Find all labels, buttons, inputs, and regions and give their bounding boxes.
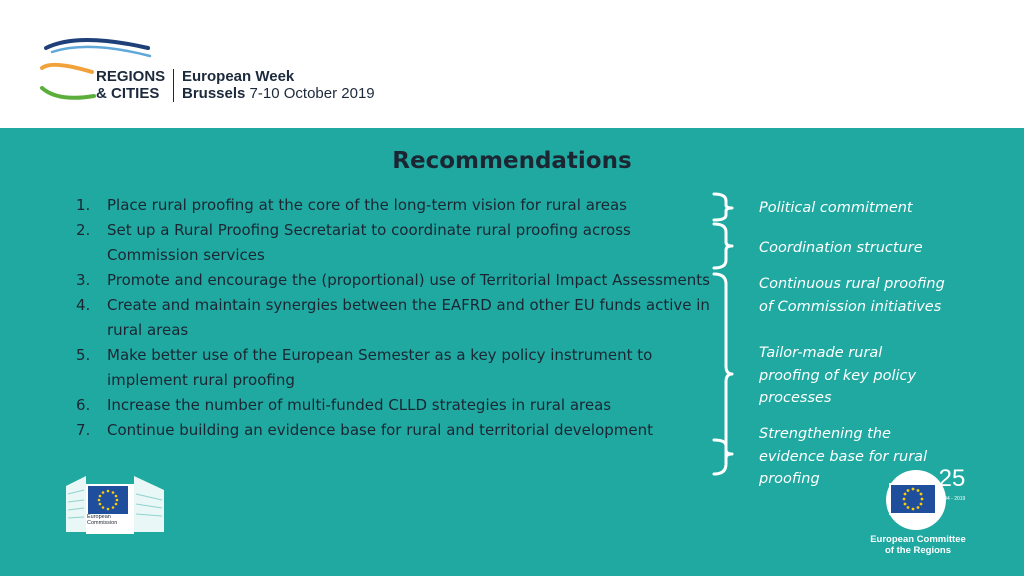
event-dates: 7-10 October 2019 <box>249 85 375 102</box>
logo-divider <box>173 69 174 102</box>
brand-line-1: REGIONS <box>96 68 166 85</box>
anniversary-number: 25 <box>938 465 966 492</box>
brace-4 <box>714 440 732 458</box>
list-item: 5. Make better use of the European Semester as a key policy instrument to implement rural proofing <box>76 346 653 389</box>
event-city: Brussels <box>182 85 246 102</box>
category-evidence: Strengthening the evidence base for rural proofing <box>759 426 928 487</box>
brace-1 <box>714 194 732 220</box>
brace-3 <box>714 274 732 474</box>
grouping-braces <box>704 188 754 488</box>
anniversary-years: 1994 - 2019 <box>938 496 966 502</box>
list-item: 1. Place rural proofing at the core of the long-term vision for rural areas <box>76 196 627 214</box>
list-item: 3. Promote and encourage the (proportional) use of Territorial Impact Assessments <box>76 271 710 289</box>
regions-cities-logo <box>38 34 378 108</box>
ec-label: European Commission <box>87 514 118 526</box>
slide-title: Recommendations <box>392 148 632 174</box>
brand-line-2: & CITIES <box>96 85 160 102</box>
brace-2 <box>714 224 732 268</box>
european-commission-logo <box>64 468 168 540</box>
event-info <box>182 68 375 102</box>
category-continuous: Continuous rural proofing of Commission initiatives <box>759 276 945 315</box>
category-coordination: Coordination structure <box>759 240 923 256</box>
brand-name <box>96 68 168 102</box>
cor-label: European Committee of the Regions <box>870 534 966 556</box>
category-tailor-made: Tailor-made rural proofing of key policy processes <box>759 345 917 406</box>
recommendations-list <box>76 193 716 443</box>
category-political: Political commitment <box>759 200 913 216</box>
list-item: 4. Create and maintain synergies between the EAFRD and other EU funds active in rural areas <box>76 296 710 339</box>
list-item: 6. Increase the number of multi-funded CLLD strategies in rural areas <box>76 396 612 414</box>
list-item: 2. Set up a Rural Proofing Secretariat to coordinate rural proofing across Commission services <box>76 221 631 264</box>
event-title: European Week <box>182 68 295 85</box>
list-item: 7. Continue building an evidence base for rural and territorial development <box>76 421 653 439</box>
header <box>0 0 1024 128</box>
